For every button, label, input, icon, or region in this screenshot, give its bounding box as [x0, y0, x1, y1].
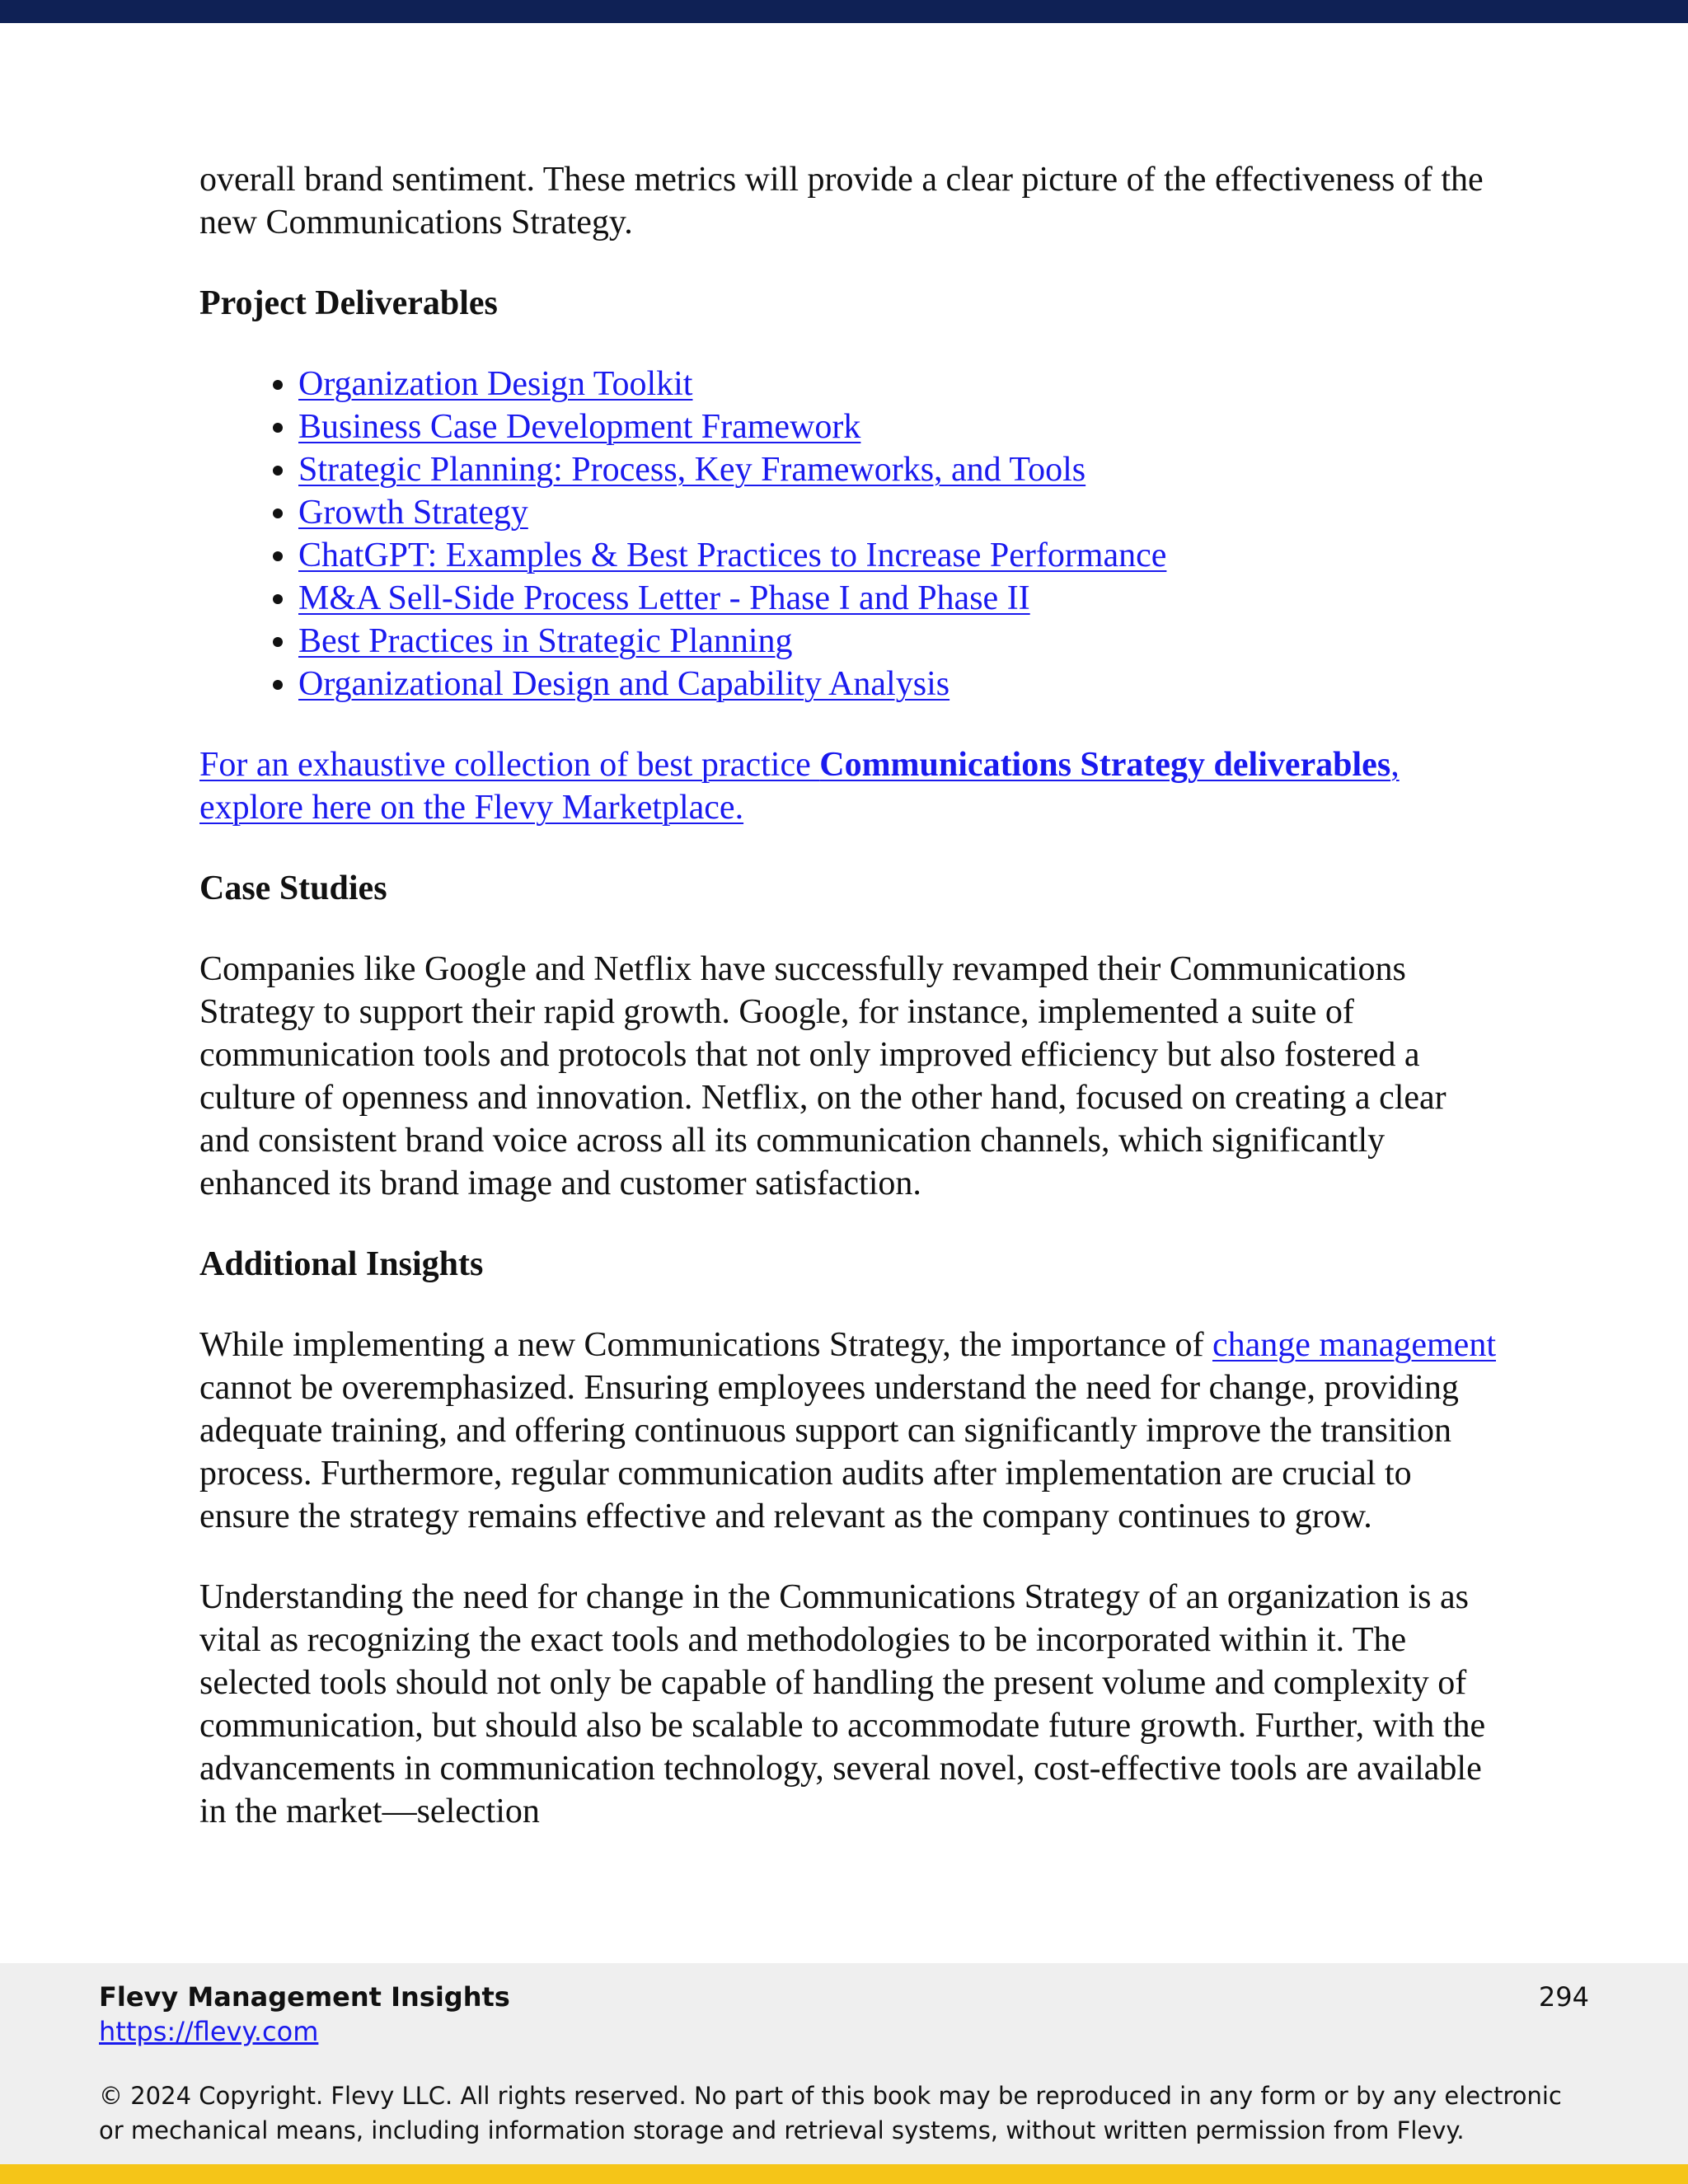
deliverable-link-growth-strategy[interactable]: Growth Strategy	[298, 494, 528, 532]
list-item	[298, 363, 1502, 405]
insights-paragraph-2: Understanding the need for change in the Communications Strategy of an organization is as vital as recognizing the exact tools and methodologies to be incorporated within it. The selected tools should not only be capable of handling the present volume and complexity of communication, but should also be scalable to accommodate future growth. Further, with the advancements in communication technology, several novel, cost-effective tools are available in the market—selection	[199, 1578, 1486, 1830]
insights-text-after: cannot be overemphasized. Ensuring employees understand the need for change, providing adequate training, and offering continuous support can significantly improve the transition process. Furthermore, regular communication audits after implementation are crucial to ensure the strategy remains effective and relevant as the company continues to grow.	[199, 1369, 1459, 1535]
insights-text-before: While implementing a new Communications Strategy, the importance of	[199, 1326, 1212, 1364]
top-accent-bar	[0, 0, 1688, 23]
case-studies-paragraph: Companies like Google and Netflix have successfully revamped their Communications Strategy to support their rapid growth. Google, for instance, implemented a suite of communication tools and protocols that not only improved efficiency but also fostered a culture of openness and innovation. Netflix, on the other hand, focused on creating a clear and consistent brand voice across all its communication channels, which significantly enhanced its brand image and customer satisfaction.	[199, 950, 1447, 1202]
deliverable-link-best-practices-strategic-planning[interactable]: Best Practices in Strategic Planning	[298, 622, 793, 660]
deliverables-heading: Project Deliverables	[199, 284, 498, 322]
marketplace-link-prefix: For an exhaustive collection of best practice	[199, 746, 820, 784]
list-item	[298, 663, 1502, 705]
page-number: 294	[1538, 1981, 1589, 2013]
change-management-link[interactable]: change management	[1212, 1326, 1496, 1364]
marketplace-link-bold: Communications Strategy deliverables	[819, 746, 1391, 784]
footer-title: Flevy Management Insights	[99, 1981, 510, 2013]
list-item	[298, 534, 1502, 577]
deliverable-link-chatgpt[interactable]: ChatGPT: Examples & Best Practices to Increase Performance	[298, 537, 1167, 574]
list-item	[298, 405, 1502, 448]
deliverables-list	[199, 363, 1502, 705]
page-footer	[0, 1963, 1688, 2164]
list-item	[298, 491, 1502, 534]
insights-paragraph-1	[199, 1324, 1502, 1538]
list-item	[298, 448, 1502, 491]
copyright-notice: © 2024 Copyright. Flevy LLC. All rights reserved. No part of this book may be reproduced in any form or by any electronic or mechanical means, including information storage and retrieval systems, without written permission from Flevy.	[99, 2082, 1562, 2144]
additional-insights-heading: Additional Insights	[199, 1245, 484, 1283]
page-content	[199, 158, 1502, 1871]
marketplace-link-suffix: , explore here on the Flevy Marketplace.	[199, 746, 1400, 827]
deliverable-link-strategic-planning[interactable]: Strategic Planning: Process, Key Frameworks, and Tools	[298, 451, 1086, 489]
marketplace-link[interactable]	[199, 746, 1400, 827]
deliverable-link-ma-sell-side[interactable]: M&A Sell-Side Process Letter - Phase I and Phase II	[298, 579, 1030, 617]
marketplace-paragraph	[199, 743, 1502, 829]
deliverable-link-business-case-framework[interactable]: Business Case Development Framework	[298, 408, 861, 446]
case-studies-heading: Case Studies	[199, 869, 387, 907]
deliverable-link-organization-design-toolkit[interactable]: Organization Design Toolkit	[298, 365, 693, 403]
intro-paragraph: overall brand sentiment. These metrics will provide a clear picture of the effectiveness of the new Communications Strategy.	[199, 161, 1484, 241]
bottom-accent-bar	[0, 2164, 1688, 2184]
list-item	[298, 577, 1502, 620]
list-item	[298, 620, 1502, 663]
deliverable-link-organizational-design-capability[interactable]: Organizational Design and Capability Analysis	[298, 665, 950, 703]
footer-url-link[interactable]: https://flevy.com	[99, 2016, 319, 2047]
